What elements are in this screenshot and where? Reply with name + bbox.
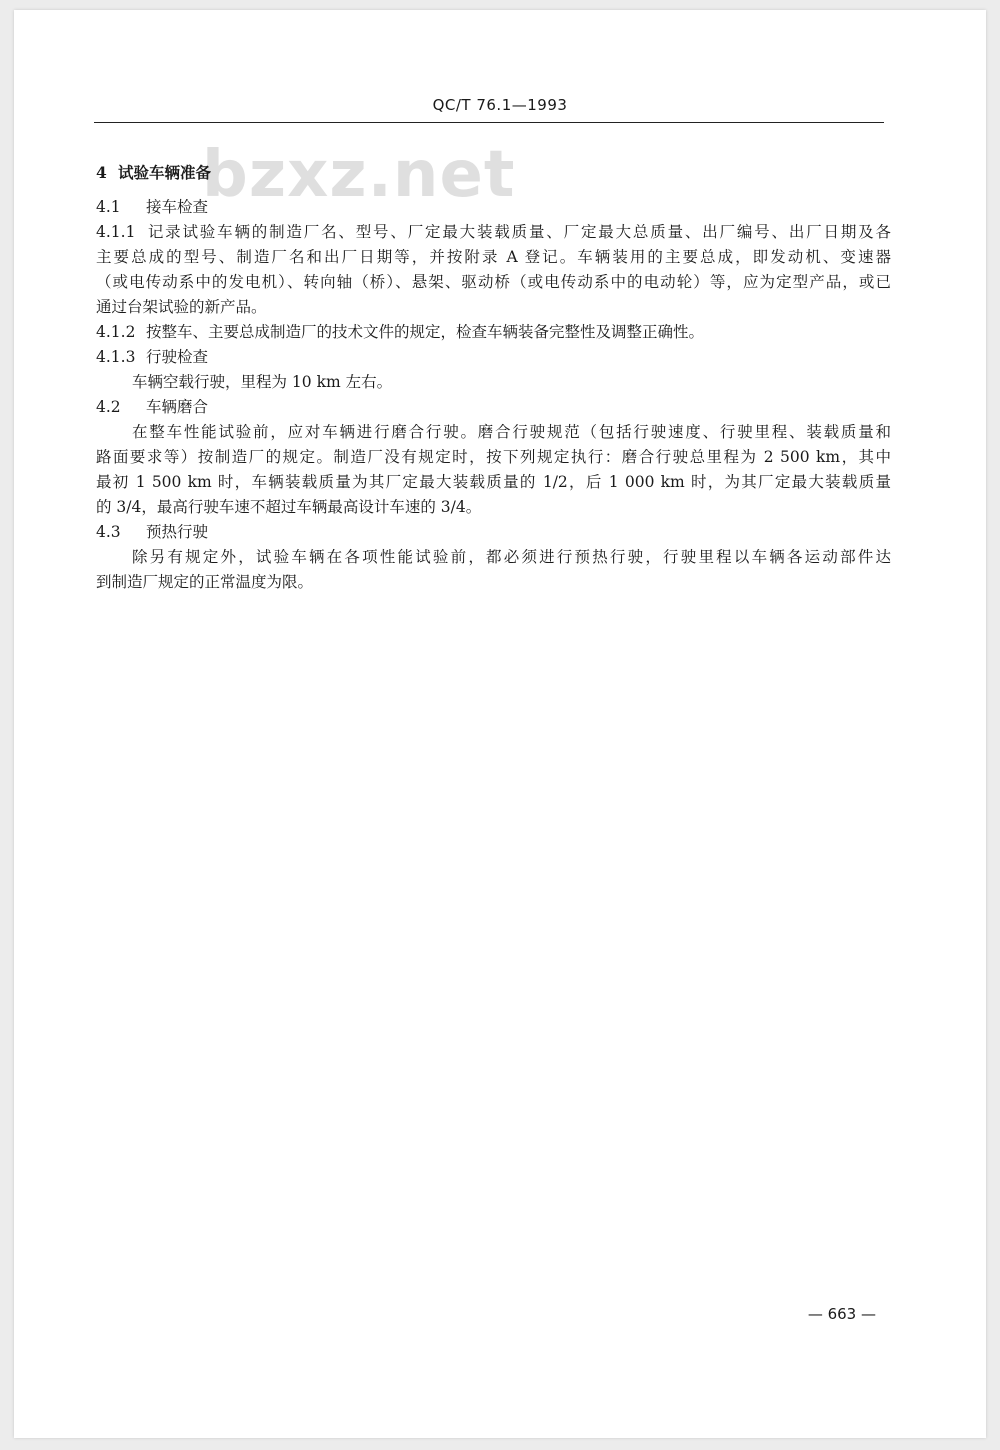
document-body [96,160,891,595]
section-number: 4 [96,163,107,182]
paragraph-text: 记录试验车辆的制造厂名、型号、厂定最大装载质量、厂定最大总质量、出厂编号、出厂日期及各 [146,223,891,241]
paragraph-line: 到制造厂规定的正常温度为限。 [96,573,314,591]
section-title: 预热行驶 [146,523,209,541]
section-4-3-heading [96,520,891,545]
paragraph-line: 车辆空载行驶，里程为 10 km 左右。 [132,373,393,391]
paragraph-line: 在整车性能试验前，应对车辆进行磨合行驶。磨合行驶规范（包括行驶速度、行驶里程、装载质量和 [132,423,891,441]
paragraph-line: 的 3/4，最高行驶车速不超过车辆最高设计车速的 3/4。 [96,498,482,516]
section-title: 接车检查 [146,198,209,216]
section-number: 4.2 [96,398,121,416]
paragraph-line: 主要总成的型号、制造厂名和出厂日期等，并按附录 A 登记。车辆装用的主要总成，即发动机、变速器 [96,248,891,266]
section-title: 试验车辆准备 [118,163,212,182]
section-title: 车辆磨合 [146,398,209,416]
watermark: bzxz.net [202,138,516,212]
section-4-2-heading [96,395,891,420]
header-rule [94,122,884,123]
paragraph-line: （或电传动系中的发电机）、转向轴（桥）、悬架、驱动桥（或电传动系中的电动轮）等，应为定型产品，或已 [96,273,891,291]
section-4-1-3-heading [96,345,891,370]
section-number: 4.1.2 [96,323,136,341]
section-number: 4.1.3 [96,348,136,366]
section-4-1-heading [96,195,891,220]
section-number: 4.1 [96,198,121,216]
section-title: 行驶检查 [146,348,209,366]
paragraph-text: 按整车、主要总成制造厂的技术文件的规定，检查车辆装备完整性及调整正确性。 [146,323,705,341]
paragraph-line: 通过台架试验的新产品。 [96,298,267,316]
document-code: QC/T 76.1—1993 [432,96,568,114]
page-number: — 663 — [807,1305,876,1323]
section-number: 4.1.1 [96,223,136,241]
paragraph-line: 路面要求等）按制造厂的规定。制造厂没有规定时，按下列规定执行：磨合行驶总里程为 2 500 km，其中 [96,448,891,466]
paragraph-line: 除另有规定外，试验车辆在各项性能试验前，都必须进行预热行驶，行驶里程以车辆各运动部件达 [132,548,891,566]
section-4-heading [96,160,891,185]
document-page [14,10,986,1438]
section-4-1-1-line-1 [96,220,891,245]
section-4-1-2 [96,320,891,345]
paragraph-line: 最初 1 500 km 时，车辆装载质量为其厂定最大装载质量的 1/2，后 1 000 km 时，为其厂定最大装载质量 [96,473,891,491]
section-number: 4.3 [96,523,121,541]
